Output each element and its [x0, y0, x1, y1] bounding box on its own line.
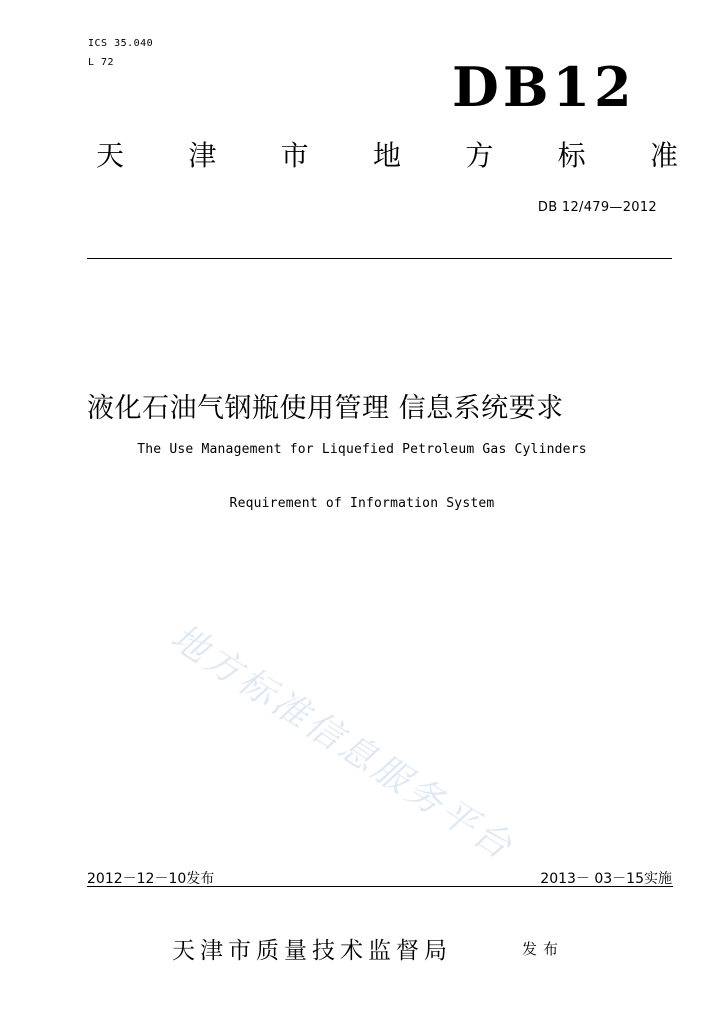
standard-type-char: 市: [280, 139, 309, 172]
top-divider: [87, 258, 672, 259]
standard-type-char: 方: [465, 139, 494, 172]
standard-type-heading: [96, 139, 678, 172]
title-english-line1: [0, 442, 724, 457]
standard-type-char: 天: [96, 139, 125, 172]
standard-type-char: 标: [557, 139, 586, 172]
standard-logo: DB12: [452, 55, 636, 119]
implementation-date: 2013－ 03－15实施: [540, 871, 672, 887]
title-english-line1-text: The Use Management for Liquefied Petroleum Gas Cylinders: [137, 442, 587, 457]
standard-type-char: 津: [188, 139, 217, 172]
title-chinese: 液化石油气钢瓶使用管理 信息系统要求: [87, 393, 564, 424]
standard-type-char: 地: [372, 139, 401, 172]
issuing-authority: 天津市质量技术监督局: [172, 938, 452, 964]
title-english-line2: Requirement of Information System: [229, 496, 495, 511]
watermark: 地方标准信息服务平台: [163, 616, 522, 869]
classification-code: L 72: [88, 57, 115, 68]
bottom-divider: [87, 886, 673, 887]
publish-label: 发布: [522, 940, 565, 958]
standard-type-char: 准: [649, 139, 678, 172]
ics-code: ICS 35.040: [88, 38, 154, 49]
release-date: 2012－12－10发布: [87, 871, 215, 887]
document-number: DB 12/479—2012: [537, 200, 657, 215]
